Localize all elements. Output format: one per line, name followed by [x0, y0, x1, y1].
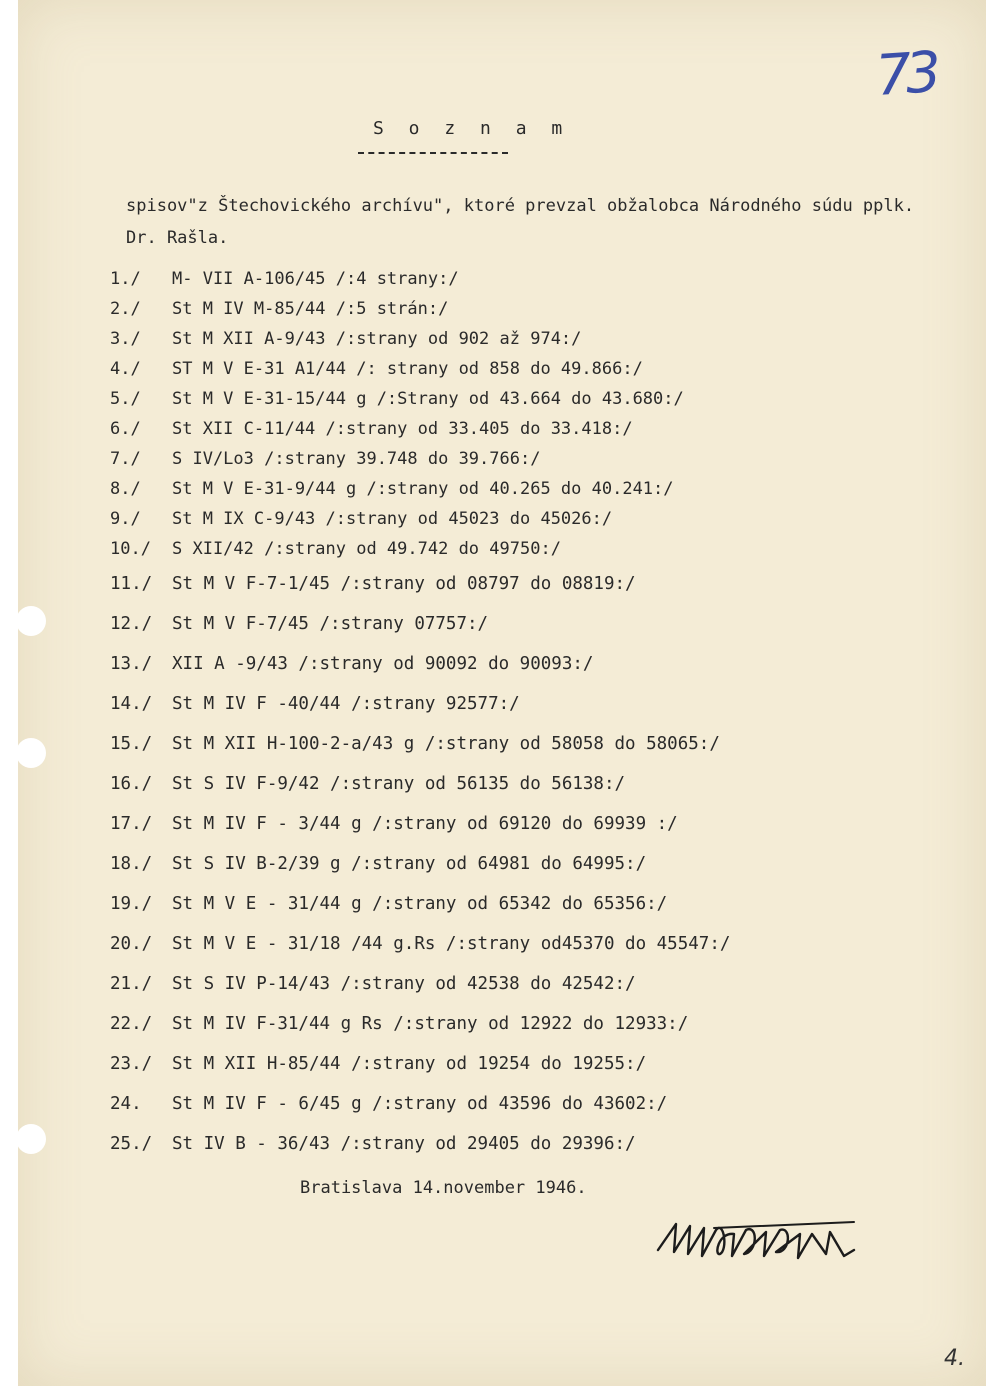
item-number: 10./ — [110, 539, 151, 559]
item-text: St M V E - 31/44 g /:strany od 65342 do 65356:/ — [172, 894, 668, 914]
item-text: St M IX C-9/43 /:strany od 45023 do 45026:/ — [172, 509, 613, 529]
handwritten-page-number: 73 — [873, 40, 938, 109]
item-number: 6./ — [110, 419, 141, 439]
item-number: 17./ — [110, 814, 153, 834]
list-item — [110, 444, 950, 474]
item-number: 7./ — [110, 449, 141, 469]
item-text: St M IV F - 3/44 g /:strany od 69120 do 69939 :/ — [172, 814, 678, 834]
item-text: M- VII A-106/45 /:4 strany:/ — [172, 269, 459, 289]
item-number: 5./ — [110, 389, 141, 409]
list-item — [110, 504, 950, 534]
item-number: 11./ — [110, 574, 153, 594]
item-text: St M IV M-85/44 /:5 strán:/ — [172, 299, 449, 319]
item-text: St S IV P-14/43 /:strany od 42538 do 42542:/ — [172, 974, 636, 994]
item-text: St S IV B-2/39 g /:strany od 64981 do 64995:/ — [172, 854, 647, 874]
item-text: St M XII H-85/44 /:strany od 19254 do 19255:/ — [172, 1054, 647, 1074]
title-underline — [358, 152, 508, 154]
corner-mark: 4. — [944, 1346, 965, 1371]
file-list — [110, 264, 950, 1164]
list-item — [110, 684, 950, 724]
list-item — [110, 1084, 950, 1124]
item-number: 8./ — [110, 479, 141, 499]
item-text: St M XII H-100-2-a/43 g /:strany od 58058 do 58065:/ — [172, 734, 720, 754]
list-item — [110, 644, 950, 684]
list-item — [110, 724, 950, 764]
item-text: St M V F-7/45 /:strany 07757:/ — [172, 614, 489, 634]
list-item — [110, 1004, 950, 1044]
list-item — [110, 844, 950, 884]
item-text: St M IV F -40/44 /:strany 92577:/ — [172, 694, 520, 714]
item-text: St IV B - 36/43 /:strany od 29405 do 29396:/ — [172, 1134, 636, 1154]
item-number: 9./ — [110, 509, 141, 529]
item-number: 13./ — [110, 654, 153, 674]
item-number: 15./ — [110, 734, 153, 754]
item-number: 21./ — [110, 974, 153, 994]
list-item — [110, 1124, 950, 1164]
document-page — [18, 0, 986, 1386]
item-number: 18./ — [110, 854, 153, 874]
list-item — [110, 964, 950, 1004]
item-text: XII A -9/43 /:strany od 90092 do 90093:/ — [172, 654, 594, 674]
item-text: ST M V E-31 A1/44 /: strany od 858 do 49.866:/ — [172, 359, 643, 379]
intro-paragraph: spisov"z Štechovického archívu", ktoré prevzal obžalobca Národného súdu pplk. Dr. Rašla. — [126, 196, 915, 248]
list-item — [110, 264, 950, 294]
punch-hole — [16, 606, 46, 636]
item-number: 19./ — [110, 894, 153, 914]
item-text: S IV/Lo3 /:strany 39.748 do 39.766:/ — [172, 449, 541, 469]
list-item — [110, 294, 950, 324]
item-text: St M V E - 31/18 /44 g.Rs /:strany od45370 do 45547:/ — [172, 934, 731, 954]
item-number: 4./ — [110, 359, 141, 379]
list-item — [110, 354, 950, 384]
item-text: St M XII A-9/43 /:strany od 902 až 974:/ — [172, 329, 582, 349]
list-item — [110, 924, 950, 964]
item-number: 3./ — [110, 329, 141, 349]
item-number: 1./ — [110, 269, 141, 289]
item-text: St S IV F-9/42 /:strany od 56135 do 56138:/ — [172, 774, 626, 794]
item-text: St M V F-7-1/45 /:strany od 08797 do 08819:/ — [172, 574, 636, 594]
list-item — [110, 604, 950, 644]
item-text: St M IV F - 6/45 g /:strany od 43596 do 43602:/ — [172, 1094, 668, 1114]
item-text: St M V E-31-9/44 g /:strany od 40.265 do 40.241:/ — [172, 479, 674, 499]
list-item — [110, 474, 950, 504]
list-item — [110, 884, 950, 924]
item-number: 16./ — [110, 774, 153, 794]
list-item — [110, 1044, 950, 1084]
handwritten-signature — [654, 1210, 864, 1270]
item-number: 23./ — [110, 1054, 153, 1074]
list-item — [110, 564, 950, 604]
punch-hole — [16, 738, 46, 768]
list-item — [110, 804, 950, 844]
item-number: 2./ — [110, 299, 141, 319]
item-text: S XII/42 /:strany od 49.742 do 49750:/ — [172, 539, 561, 559]
list-item — [110, 384, 950, 414]
place-and-date: Bratislava 14.november 1946. — [300, 1178, 587, 1198]
item-text: St M V E-31-15/44 g /:Strany od 43.664 do 43.680:/ — [172, 389, 684, 409]
item-text: St XII C-11/44 /:strany od 33.405 do 33.418:/ — [172, 419, 633, 439]
item-number: 22./ — [110, 1014, 153, 1034]
list-item — [110, 414, 950, 444]
item-number: 24. — [110, 1094, 142, 1114]
item-text: St M IV F-31/44 g Rs /:strany od 12922 do 12933:/ — [172, 1014, 689, 1034]
punch-hole — [16, 1124, 46, 1154]
document-title: S o z n a m — [373, 118, 570, 139]
item-number: 12./ — [110, 614, 153, 634]
list-item — [110, 534, 950, 564]
item-number: 14./ — [110, 694, 153, 714]
list-item — [110, 324, 950, 354]
item-number: 25./ — [110, 1134, 153, 1154]
item-number: 20./ — [110, 934, 153, 954]
list-item — [110, 764, 950, 804]
